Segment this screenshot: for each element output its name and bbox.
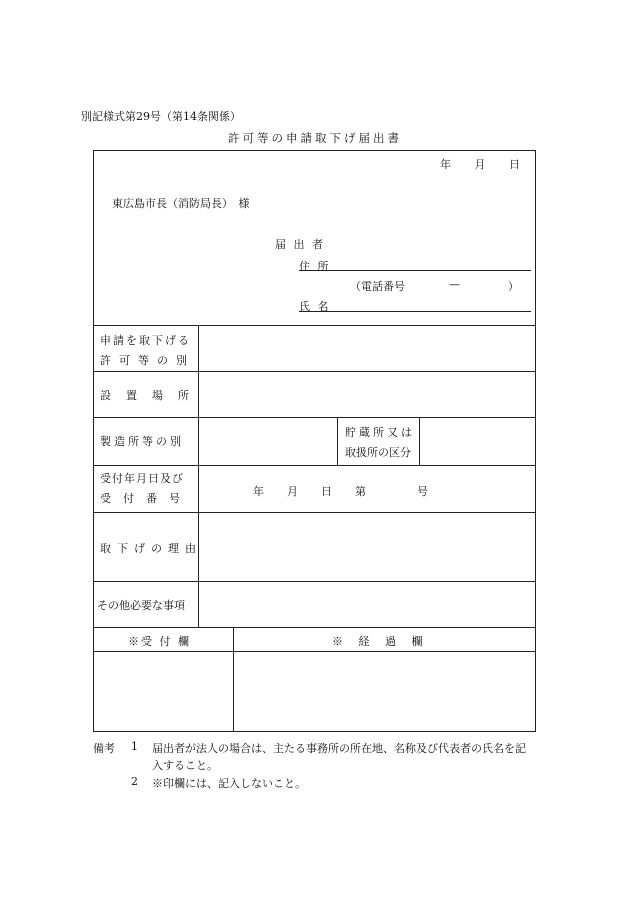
date-month: 月	[474, 158, 486, 171]
address-label: 住 所	[299, 260, 331, 273]
date-year: 年	[440, 158, 451, 171]
footer-column-divider	[233, 627, 234, 732]
form-frame	[93, 150, 536, 732]
storage-type-line2: 取扱所の区分	[345, 446, 411, 459]
note-1-number: 1	[131, 740, 138, 753]
row-divider	[94, 465, 535, 466]
form-id: 別記様式第29号（第14条関係）	[81, 110, 241, 123]
notifier-label: 届 出 者	[275, 238, 325, 251]
receipt-day: 日	[321, 485, 332, 498]
phone-close: ）	[508, 280, 519, 293]
storage-type-line1: 貯蔵所又は	[345, 426, 415, 439]
label-column-divider	[198, 325, 199, 627]
location-label: 設置場所	[100, 389, 204, 402]
reception-column-header: ※受 付 欄	[128, 635, 191, 648]
document-title: 許可等の申請取下げ届出書	[228, 131, 402, 145]
row-divider	[94, 512, 535, 513]
name-underline	[299, 311, 531, 312]
note-1-line2: 入すること。	[152, 759, 218, 772]
row-divider	[94, 325, 535, 326]
phone-dash: —	[449, 278, 460, 291]
reason-label: 取下げの理由	[100, 542, 202, 555]
permit-type-line1: 申請を取下げる	[100, 334, 191, 347]
receipt-month: 月	[287, 485, 298, 498]
addressee: 東広島市長（消防局長） 様	[112, 197, 250, 210]
date-line	[440, 156, 520, 172]
name-label: 氏 名	[299, 300, 331, 313]
row-divider	[94, 651, 535, 652]
receipt-line1: 受付年月日及び	[100, 472, 184, 485]
progress-column-header: ※ 経 過 欄	[332, 635, 429, 648]
notes-label: 備考	[93, 742, 115, 755]
cell-divider	[419, 417, 420, 465]
facility-type-label: 製造所等の別	[100, 435, 184, 448]
storage-type-label	[345, 423, 415, 463]
row-divider	[94, 627, 535, 628]
note-1-line1: 届出者が法人の場合は、主たる事務所の所在地、名称及び代表者の氏名を記	[152, 742, 526, 755]
note-2-number: 2	[131, 775, 138, 788]
note-2-line1: ※印欄には、記入しないこと。	[152, 777, 306, 790]
row-divider	[94, 371, 535, 372]
receipt-value	[253, 483, 428, 499]
address-underline	[299, 270, 531, 271]
receipt-year: 年	[253, 485, 264, 498]
receipt-line2: 受付番号	[100, 492, 192, 505]
permit-type-line2: 許可等の別	[100, 354, 195, 367]
phone-label: （電話番号	[350, 280, 405, 293]
row-divider	[94, 581, 535, 582]
row-divider	[94, 417, 535, 418]
receipt-no-suffix: 号	[417, 485, 428, 498]
cell-divider	[337, 417, 338, 465]
receipt-label	[100, 469, 192, 509]
permit-type-label	[100, 331, 195, 371]
date-day: 日	[509, 158, 520, 171]
other-label: その他必要な事項	[97, 599, 185, 612]
receipt-no-prefix: 第	[355, 485, 366, 498]
